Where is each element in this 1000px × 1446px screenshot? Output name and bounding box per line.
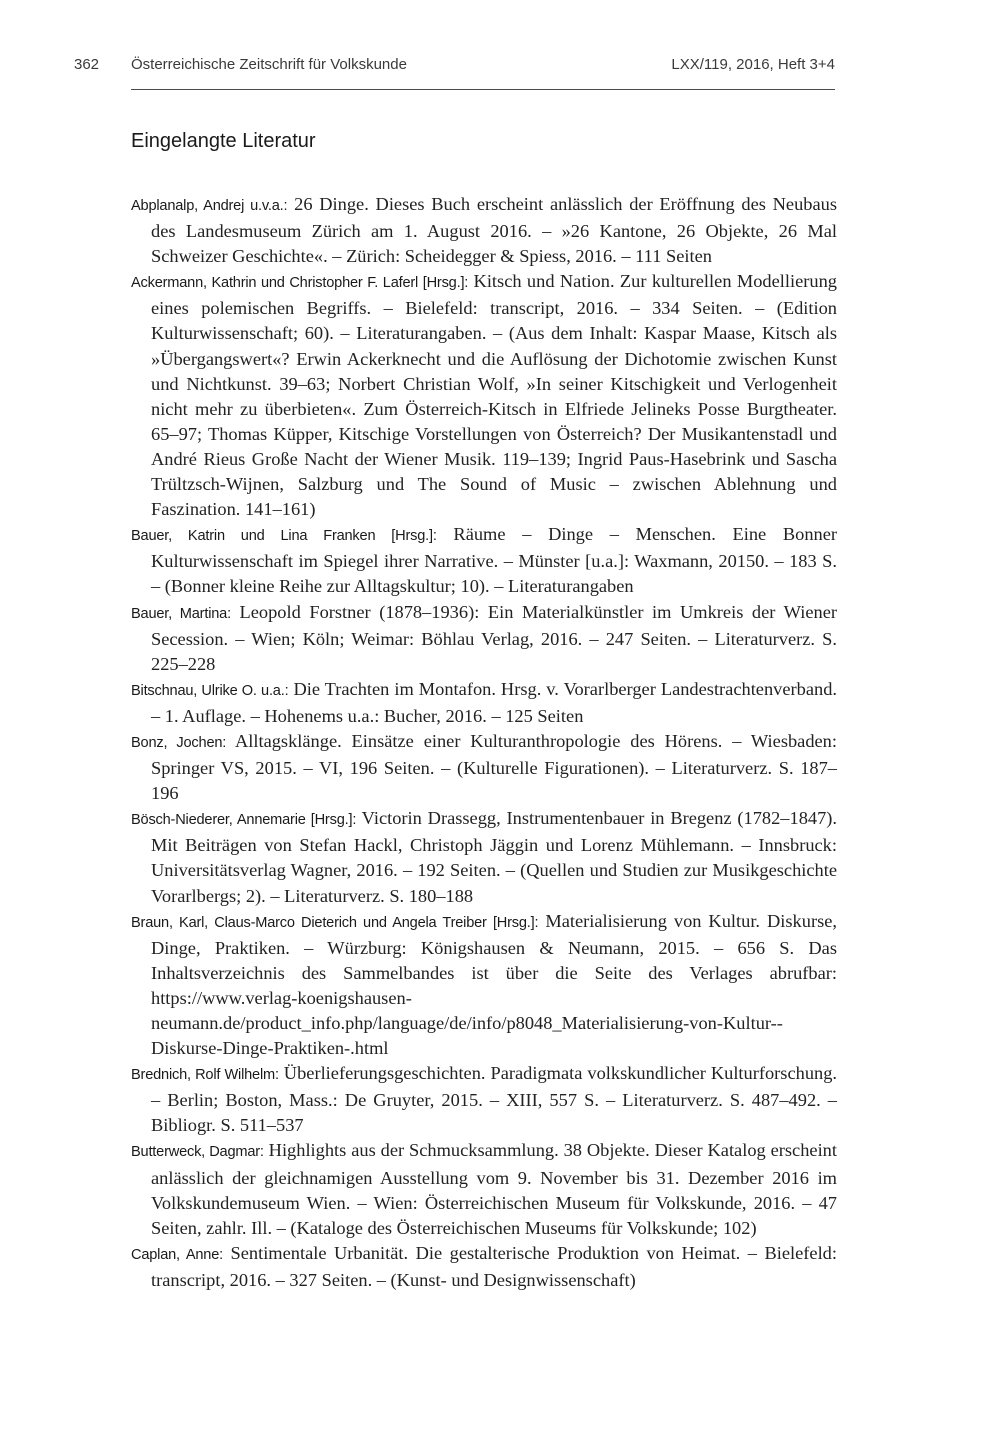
entry-text: Leopold Forstner (1878–1936): Ein Materialkünstler im Umkreis der Wiener Secession. – Wien; Köln; Weimar: Böhlau Verlag, 2016. – 247 Seiten. – Literaturverz. S. 225–228 [151,601,838,674]
entry-author: Ackermann, Kathrin und Christopher F. Laferl [Hrsg.]: [131,275,469,292]
entry-author: Brednich, Rolf Wilhelm: [131,1067,279,1084]
entry-text: Materialisierung von Kultur. Diskurse, Dinge, Praktiken. – Würzburg: Königshausen & Neumann, 2015. – 656 S. Das Inhaltsverzeichnis des Sammelbandes ist über die Seite des Verlages abrufbar: https://www.verlag-koenigshausen-neumann.de/product_info.php/language/de/info/p8048_Materialisierung-von-Kultur--Diskurse-Dinge-Praktiken-.html [151,910,837,1059]
journal-title: Österreichische Zeitschrift für Volkskunde [131,56,407,73]
page-number: 362 [74,56,100,73]
entry-text: Sentimentale Urbanität. Die gestalterische Produktion von Heimat. – Bielefeld: transcript, 2016. – 327 Seiten. – (Kunst- und Designwissenschaft) [151,1242,837,1290]
issue-info: LXX/119, 2016, Heft 3+4 [671,56,835,73]
bibliography-entry [131,1241,837,1293]
entry-text: Highlights aus der Schmucksammlung. 38 Objekte. Dieser Katalog erscheint anlässlich der gleichnamigen Ausstellung vom 9. November bis 31. Dezember 2016 im Volkskundemuseum Wien. – Wien: Österreichischen Museum für Volkskunde, 2016. – 47 Seiten, zahlr. Ill. – (Kataloge des Österreichischen Museums für Volkskunde; 102) [151,1140,837,1238]
bibliography-entry [131,269,837,522]
bibliography-entry [131,1061,837,1138]
bibliography-entry [131,909,837,1062]
entry-text: Victorin Drassegg, Instrumentenbauer in Bregenz (1782–1847). Mit Beiträgen von Stefan Hackl, Christoph Jäggin und Lorenz Mühlemann. – Innsbruck: Universitätsverlag Wagner, 2016. – 192 Seiten. – (Quellen und Studien zur Musikgeschichte Vorarlbergs; 2). – Literaturverz. S. 180–188 [151,808,837,906]
entry-author: Bauer, Katrin und Lina Franken [Hrsg.]: [131,528,437,545]
section-title: Eingelangte Literatur [131,130,316,152]
entry-text: Kitsch und Nation. Zur kulturellen Modellierung eines polemischen Begriffs. – Bielefeld: transcript, 2016. – 334 Seiten. – (Edition Kulturwissenschaft; 60). – Literaturangaben. – (Aus dem Inhalt: Kaspar Maase, Kitsch als »Übergangswert«? Erwin Ackerknecht und die Auflösung der Dichotomie zwischen Kunst und Nichtkunst. 39–63; Norbert Christian Wolf, »In seiner Kitschigkeit und Verlogenheit nicht mehr zu überbieten«. Zum Österreich-Kitsch in Elfriede Jelineks Posse Burgtheater. 65–97; Thomas Küpper, Kitschige Vorstellungen von Österreich? Der Musikantenstadl und André Rieus Große Nacht der Wiener Musik. 119–139; Ingrid Paus-Hasebrink und Sascha Trültzsch-Wijnen, Salzburg und The Sound of Music – zwischen Ablehnung und Faszination. 141–161) [151,271,837,520]
bibliography-entry [131,1138,837,1240]
entry-text: Überlieferungsgeschichten. Paradigmata volkskundlicher Kulturforschung. – Berlin; Boston, Mass.: De Gruyter, 2015. – XIII, 557 S. – Literaturverz. S. 487–492. – Bibliogr. S. 511–537 [151,1063,838,1136]
header-divider [131,89,835,90]
entry-author: Bösch-Niederer, Annemarie [Hrsg.]: [131,812,357,829]
entry-author: Bauer, Martina: [131,605,231,622]
bibliography-entry [131,677,837,729]
entry-text: Die Trachten im Montafon. Hrsg. v. Vorarlberger Landestrachtenverband. – 1. Auflage. – Hohenems u.a.: Bucher, 2016. – 125 Seiten [151,678,837,726]
entry-author: Caplan, Anne: [131,1246,223,1263]
bibliography-entry [131,522,837,599]
bibliography-entry [131,600,837,677]
entry-author: Abplanalp, Andrej u.v.a.: [131,198,288,214]
entry-text: Räume – Dinge – Menschen. Eine Bonner Kulturwissenschaft im Spiegel ihrer Narrative. – Münster [u.a.]: Waxmann, 20150. – 183 S. – (Bonner kleine Reihe zur Alltagskultur; 10). – Literaturangaben [151,524,838,597]
entry-text: Alltagsklänge. Einsätze einer Kulturanthropologie des Hörens. – Wiesbaden: Springer VS, 2015. – VI, 196 Seiten. – (Kulturelle Figurationen). – Literaturverz. S. 187–196 [151,730,837,804]
bibliography-entry [131,192,837,269]
bibliography-list [131,192,837,1293]
entry-author: Bitschnau, Ulrike O. u.a.: [131,682,289,699]
bibliography-entry [131,729,837,806]
entry-text: 26 Dinge. Dieses Buch erscheint anlässlich der Eröffnung des Neubaus des Landesmuseum Zürich am 1. August 2016. – »26 Kantone, 26 Objekte, 26 Mal Schweizer Geschichte«. – Zürich: Scheidegger & Spiess, 2016. – 111 Seiten [151,194,838,267]
bibliography-entry [131,806,837,908]
entry-author: Butterweck, Dagmar: [131,1144,264,1161]
running-header [0,56,1000,80]
entry-author: Bonz, Jochen: [131,734,227,751]
entry-author: Braun, Karl, Claus-Marco Dieterich und Angela Treiber [Hrsg.]: [131,914,539,931]
